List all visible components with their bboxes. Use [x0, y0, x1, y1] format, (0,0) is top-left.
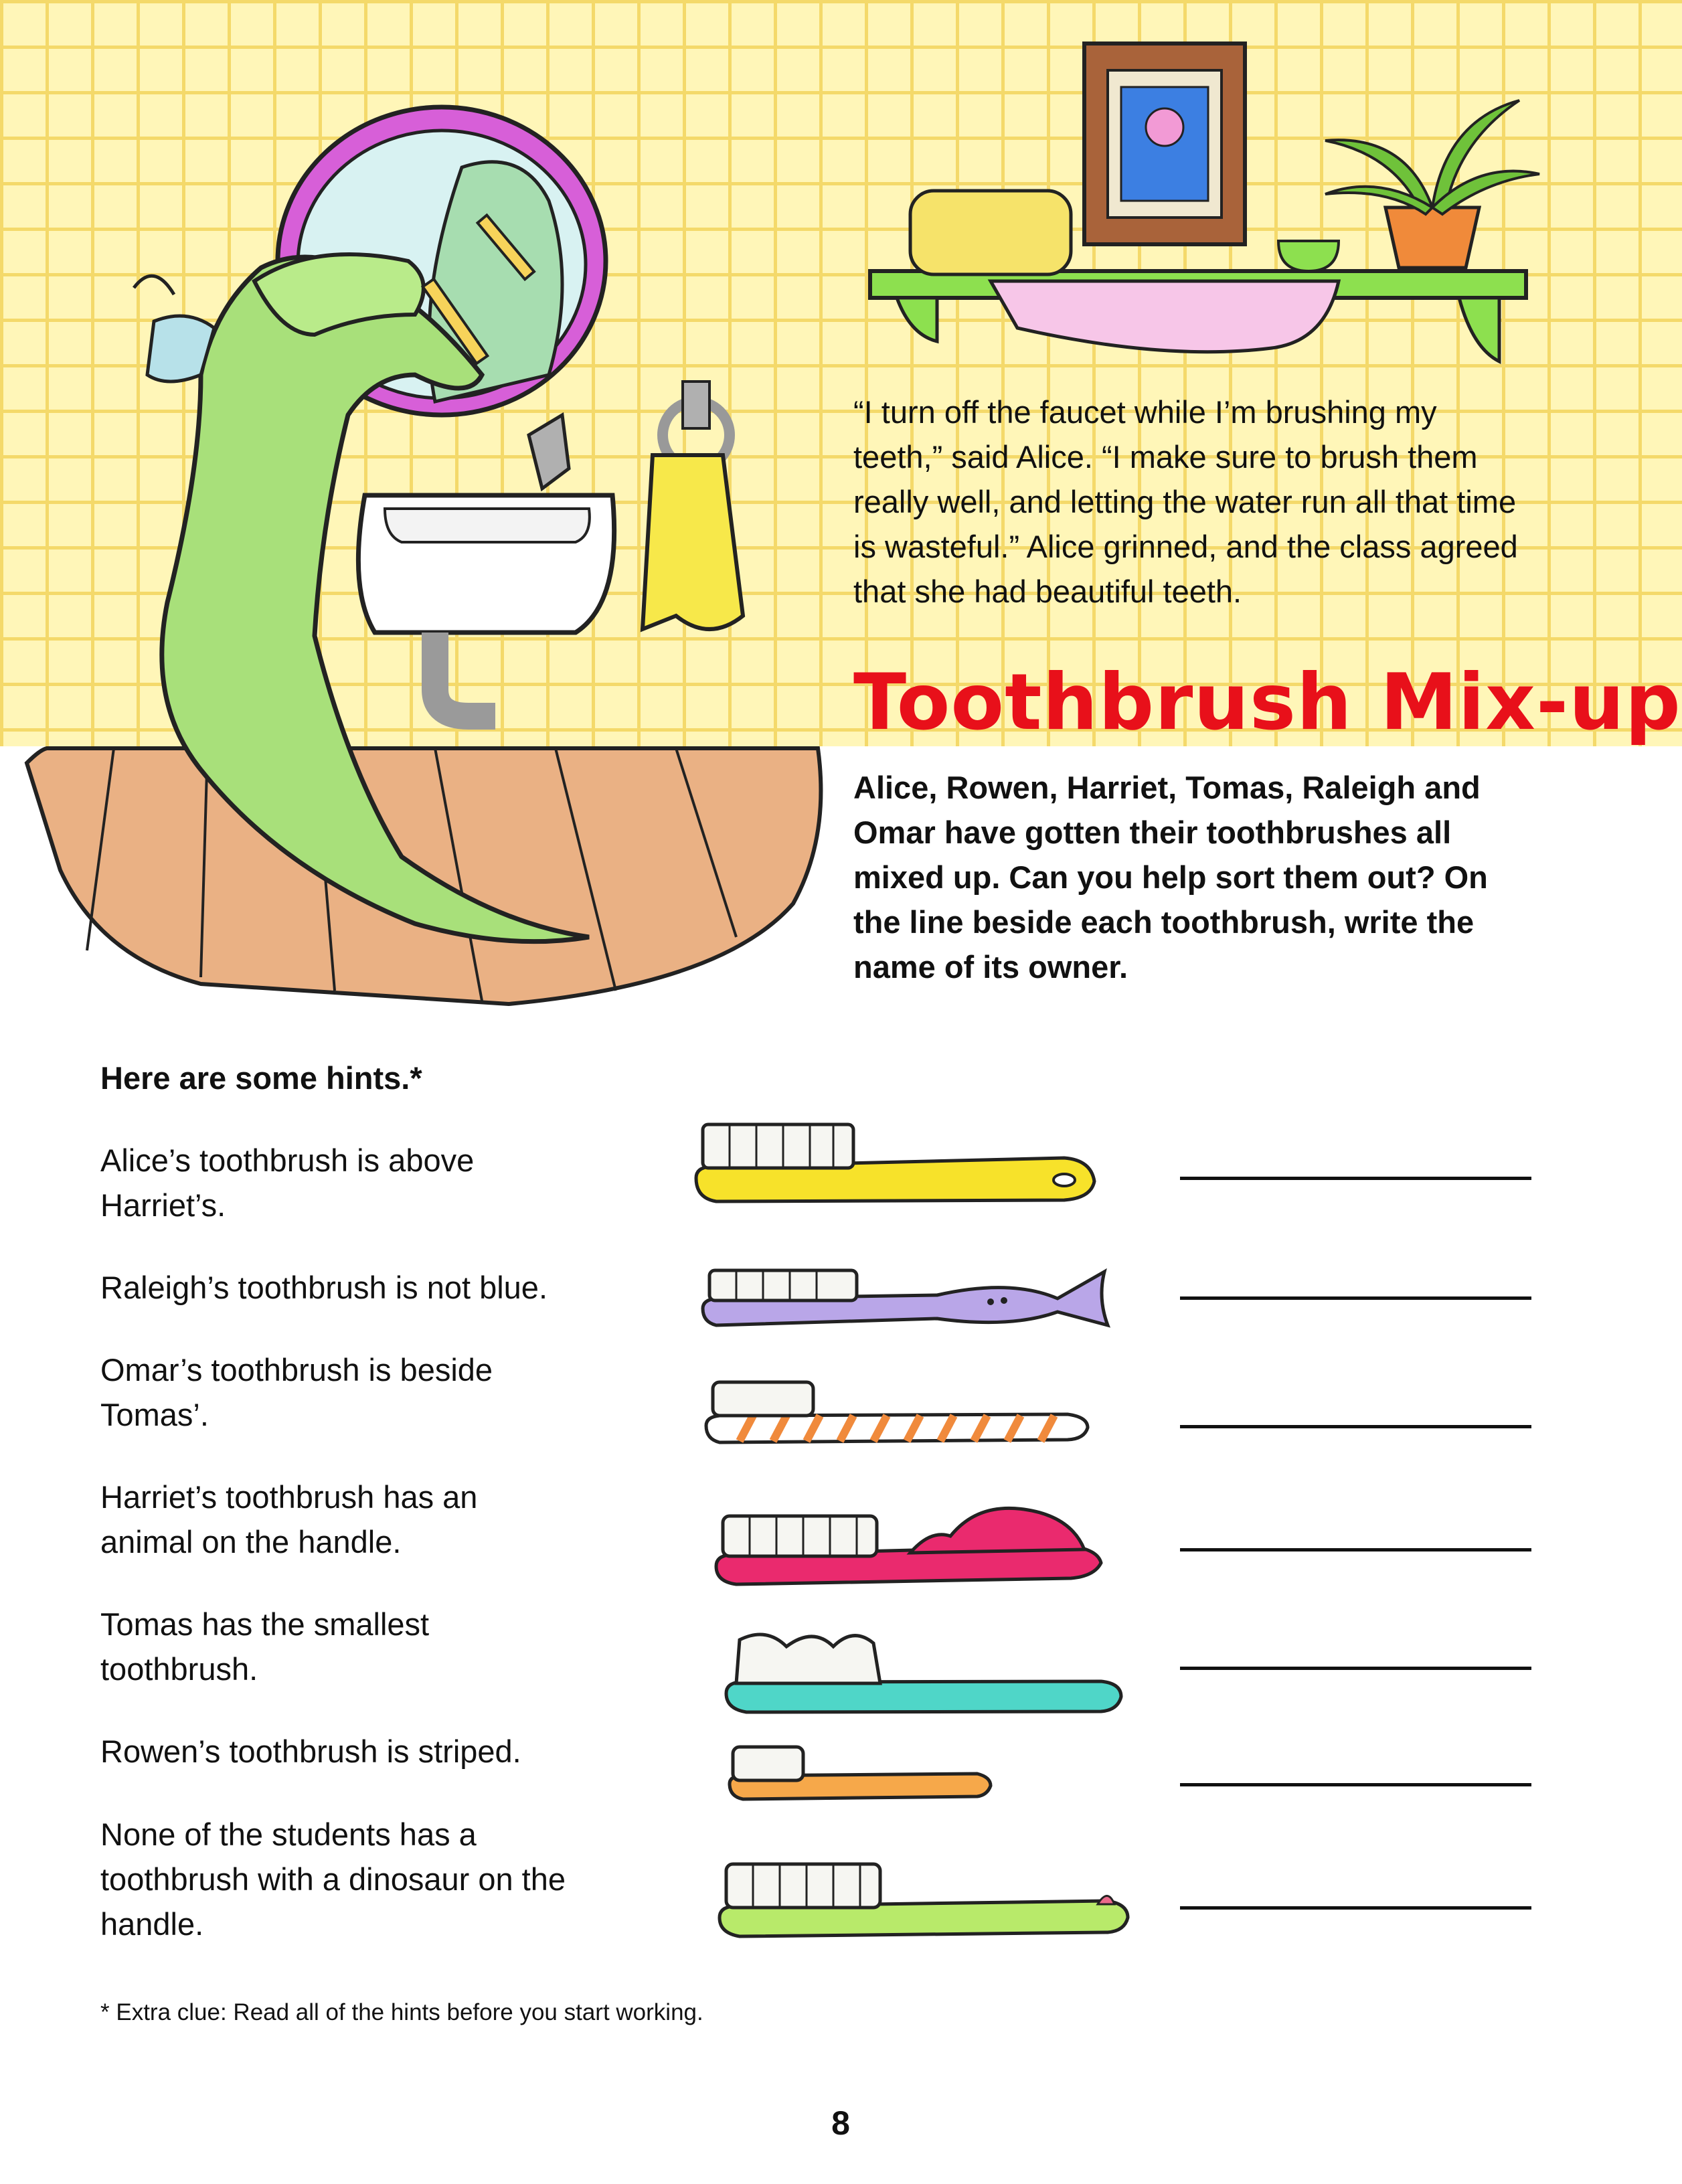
story-line: “I turn off the faucet while I’m brushing my — [853, 394, 1437, 430]
hint-item — [100, 1475, 636, 1564]
hint-line: Omar’s toothbrush is beside — [100, 1352, 493, 1388]
answer-line[interactable] — [1180, 1296, 1531, 1300]
story-line: really well, and letting the water run all that time — [853, 484, 1517, 519]
instruction-line: the line beside each toothbrush, write the — [853, 904, 1475, 940]
hint-item — [100, 1602, 636, 1691]
answer-line[interactable] — [1180, 1783, 1531, 1786]
hint-line: toothbrush. — [100, 1651, 258, 1687]
answer-line[interactable] — [1180, 1906, 1531, 1910]
hints-heading: Here are some hints.* — [100, 1060, 422, 1096]
story-line: teeth,” said Alice. “I make sure to brush them — [853, 439, 1478, 475]
hint-line: None of the students has a — [100, 1817, 477, 1852]
hint-line: Tomas has the smallest — [100, 1606, 430, 1642]
story-line: is wasteful.” Alice grinned, and the class agreed — [853, 529, 1518, 564]
instruction-line: Omar have gotten their toothbrushes all — [853, 815, 1452, 850]
toothbrush-fish — [696, 1258, 1124, 1339]
instruction-line: name of its owner. — [853, 949, 1128, 985]
instruction-line: mixed up. Can you help sort them out? On — [853, 859, 1488, 895]
answer-line[interactable] — [1180, 1425, 1531, 1428]
story-line: that she had beautiful teeth. — [853, 574, 1242, 609]
instruction-line: Alice, Rowen, Harriet, Tomas, Raleigh and — [853, 770, 1481, 805]
shelf-with-picture-and-plant — [857, 27, 1553, 375]
hint-line: Raleigh’s toothbrush is not blue. — [100, 1270, 548, 1305]
toothbrush-green — [713, 1851, 1141, 1944]
answer-line[interactable] — [1180, 1177, 1531, 1180]
hint-item — [100, 1347, 636, 1437]
hint-line: animal on the handle. — [100, 1524, 402, 1560]
toothbrush-striped — [699, 1375, 1101, 1449]
toothbrush-small — [723, 1740, 1004, 1807]
hint-line: Rowen’s toothbrush is striped. — [100, 1734, 521, 1769]
page-number: 8 — [831, 2104, 850, 2142]
footnote: * Extra clue: Read all of the hints before you start working. — [100, 1999, 703, 2025]
answer-line[interactable] — [1180, 1667, 1531, 1670]
hint-line: handle. — [100, 1906, 204, 1942]
hint-line: Alice’s toothbrush is above — [100, 1143, 475, 1178]
hint-item — [100, 1812, 636, 1946]
toothbrush-yellow — [689, 1108, 1104, 1208]
hint-line: Harriet’s toothbrush has an — [100, 1479, 478, 1515]
hint-item — [100, 1729, 636, 1774]
hint-line: Tomas’. — [100, 1397, 209, 1432]
crocodile-brushing-teeth-illustration — [0, 0, 857, 1017]
activity-title: Toothbrush Mix-up — [853, 657, 1681, 748]
toothbrush-teal — [720, 1620, 1134, 1720]
instructions-paragraph — [853, 765, 1596, 989]
toothbrush-dinosaur — [709, 1489, 1138, 1590]
hint-item — [100, 1265, 636, 1310]
hint-line: Harriet’s. — [100, 1187, 226, 1223]
story-paragraph — [853, 390, 1616, 614]
hint-item — [100, 1138, 636, 1228]
hint-line: toothbrush with a dinosaur on the — [100, 1861, 566, 1897]
answer-line[interactable] — [1180, 1548, 1531, 1551]
